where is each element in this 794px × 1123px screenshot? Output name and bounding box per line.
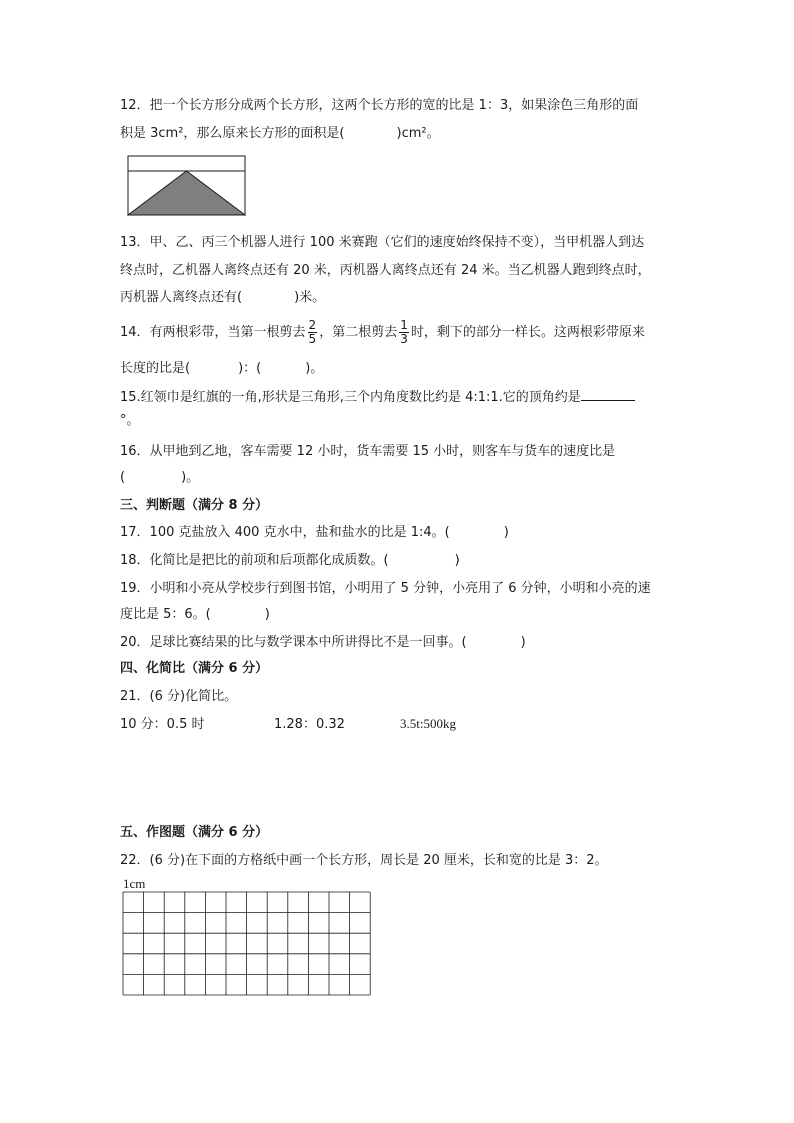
- q16-line1: 16．从甲地到乙地，客车需要 12 小时，货车需要 15 小时，则客车与货车的速度比是: [120, 444, 616, 459]
- q21-item-1: 10 分：0.5 时: [120, 717, 205, 732]
- q12-line2-post: )cm²。: [396, 126, 440, 141]
- q12-shaded-triangle: [128, 171, 245, 215]
- q19-line2: [120, 606, 270, 624]
- q14-fraction-2-denominator: 3: [400, 332, 408, 346]
- q15-answer-underline[interactable]: [581, 388, 635, 401]
- q14-line2-post: )。: [305, 361, 324, 376]
- q14-mid: ，第二根剪去: [319, 325, 398, 340]
- q14-line2-pre: 长度的比是(: [120, 361, 191, 376]
- q22-title: 22．(6 分)在下面的方格纸中画一个长方形，周长是 20 厘米，长和宽的比是 3：2。: [120, 853, 608, 868]
- q13-line3-post: )米。: [294, 290, 326, 305]
- q14-fraction-2-numerator: 1: [400, 318, 408, 332]
- q13-line2: 终点时，乙机器人离终点还有 20 米，丙机器人离终点还有 24 米。当乙机器人跑到终点时，: [120, 263, 651, 278]
- q16-line2: [120, 469, 199, 487]
- q19-line1: 19．小明和小亮从学校步行到图书馆，小明用了 5 分钟，小亮用了 6 分钟，小明和小亮的速: [120, 581, 651, 596]
- q17-close: ): [503, 525, 509, 540]
- q19-line2-pre: 度比是 5：6。(: [120, 607, 211, 622]
- q14-fraction-1-denominator: 5: [308, 332, 317, 346]
- q14-line2: [120, 360, 323, 378]
- q14-fraction-2: [399, 319, 409, 346]
- q14-fraction-1-numerator: 2: [308, 318, 317, 332]
- square-grid-paper[interactable]: [122, 891, 372, 997]
- section-3-title: 三、判断题（满分 8 分）: [120, 498, 269, 513]
- q17-line: [120, 524, 509, 542]
- q14-post: 时，剩下的部分一样长。这两根彩带原来: [410, 325, 645, 340]
- q18-text: 18．化简比是把比的前项和后项都化成质数。(: [120, 553, 389, 568]
- q16-line2-post: )。: [181, 470, 200, 485]
- q14-fraction-1: [308, 319, 318, 346]
- section-5-title: 五、作图题（满分 6 分）: [120, 825, 269, 840]
- q21-item-2: 1.28：0.32: [274, 717, 345, 732]
- q21-item-3: 3.5t:500kg: [400, 716, 456, 731]
- q20-close: ): [520, 635, 526, 650]
- q15-line2: °。: [120, 413, 140, 428]
- q16-line2-pre: (: [120, 470, 126, 485]
- q13-line1: 13．甲、乙、丙三个机器人进行 100 米赛跑（它们的速度始终保持不变），当甲机器人到达: [120, 235, 645, 250]
- q12-rectangle-figure: [127, 155, 247, 217]
- q18-line: [120, 552, 460, 570]
- q18-close: ): [454, 553, 460, 568]
- q13-line3-pre: 丙机器人离终点还有(: [120, 290, 243, 305]
- q15-line1-pre: 15.红领巾是红旗的一角,形状是三角形,三个内角度数比约是 4:1:1.它的顶角约是: [120, 390, 581, 405]
- q19-close: ): [264, 607, 270, 622]
- grid-scale-label: 1cm: [123, 876, 146, 891]
- q12-line2: [120, 125, 440, 143]
- q14-pre: 14．有两根彩带，当第一根剪去: [120, 325, 306, 340]
- q14-line1: [120, 318, 645, 348]
- q12-line2-pre: 积是 3cm²，那么原来长方形的面积是(: [120, 126, 345, 141]
- section-4-title: 四、化简比（满分 6 分）: [120, 661, 269, 676]
- q20-text: 20．足球比赛结果的比与数学课本中所讲得比不是一回事。(: [120, 635, 467, 650]
- q14-line2-mid: )：(: [238, 361, 262, 376]
- q13-line3: [120, 289, 325, 307]
- q21-title: 21．(6 分)化简比。: [120, 689, 238, 704]
- q17-text: 17．100 克盐放入 400 克水中，盐和盐水的比是 1:4。(: [120, 525, 450, 540]
- q12-line1: 12．把一个长方形分成两个长方形，这两个长方形的宽的比是 1：3，如果涂色三角形的面: [120, 98, 639, 113]
- q20-line: [120, 634, 526, 652]
- q15-line1: [120, 388, 635, 407]
